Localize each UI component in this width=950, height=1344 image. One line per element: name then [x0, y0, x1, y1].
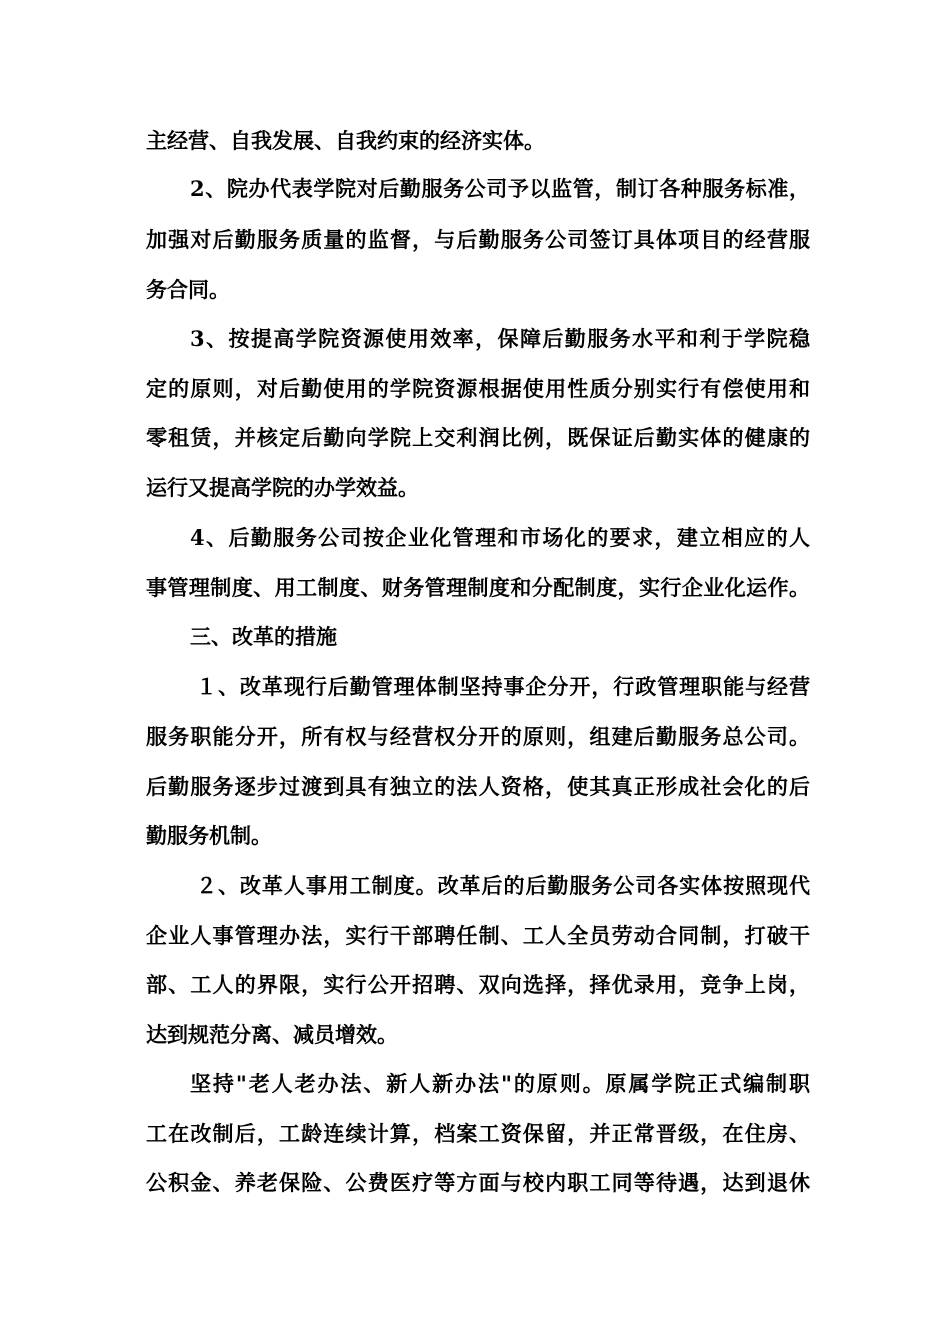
text-line: ２、改革人事用工制度。改革后的后勤服务公司各实体按照现代	[196, 873, 810, 898]
text-line: 4、后勤服务公司按企业化管理和市场化的要求，建立相应的人	[190, 525, 810, 550]
text-line: 务合同。	[146, 277, 230, 302]
text-line: 服务职能分开，所有权与经营权分开的原则，组建后勤服务总公司。	[146, 724, 810, 749]
text-line: 事管理制度、用工制度、财务管理制度和分配制度，实行企业化运作。	[146, 575, 810, 600]
text-line: 企业人事管理办法，实行干部聘任制、工人全员劳动合同制，打破干	[146, 923, 810, 948]
text-line: １、改革现行后勤管理体制坚持事企分开，行政管理职能与经营	[196, 674, 810, 699]
text-line: 达到规范分离、减员增效。	[146, 1022, 398, 1047]
text-line: 3、按提高学院资源使用效率，保障后勤服务水平和利于学院稳	[190, 326, 810, 351]
text-line: 后勤服务逐步过渡到具有独立的法人资格，使其真正形成社会化的后	[146, 774, 810, 799]
text-line: 2、院办代表学院对后勤服务公司予以监管，制订各种服务标准，	[190, 176, 810, 201]
text-line: 主经营、自我发展、自我约束的经济实体。	[146, 128, 545, 153]
text-line: 公积金、养老保险、公费医疗等方面与校内职工同等待遇，达到退休	[146, 1170, 810, 1195]
text-line: 加强对后勤服务质量的监督，与后勤服务公司签订具体项目的经营服	[146, 227, 810, 252]
text-line: 零租赁，并核定后勤向学院上交利润比例，既保证后勤实体的健康的	[146, 425, 810, 450]
text-line: 工在改制后，工龄连续计算，档案工资保留，并正常晋级，在住房、	[146, 1121, 810, 1146]
section-heading: 三、改革的措施	[190, 624, 337, 649]
text-line: 坚持"老人老办法、新人新办法"的原则。原属学院正式编制职	[190, 1071, 810, 1096]
text-line: 部、工人的界限，实行公开招聘、双向选择，择优录用，竞争上岗，	[146, 972, 810, 997]
text-line: 勤服务机制。	[146, 823, 272, 848]
text-line: 定的原则，对后勤使用的学院资源根据使用性质分别实行有偿使用和	[146, 376, 810, 401]
text-line: 运行又提高学院的办学效益。	[146, 475, 419, 500]
